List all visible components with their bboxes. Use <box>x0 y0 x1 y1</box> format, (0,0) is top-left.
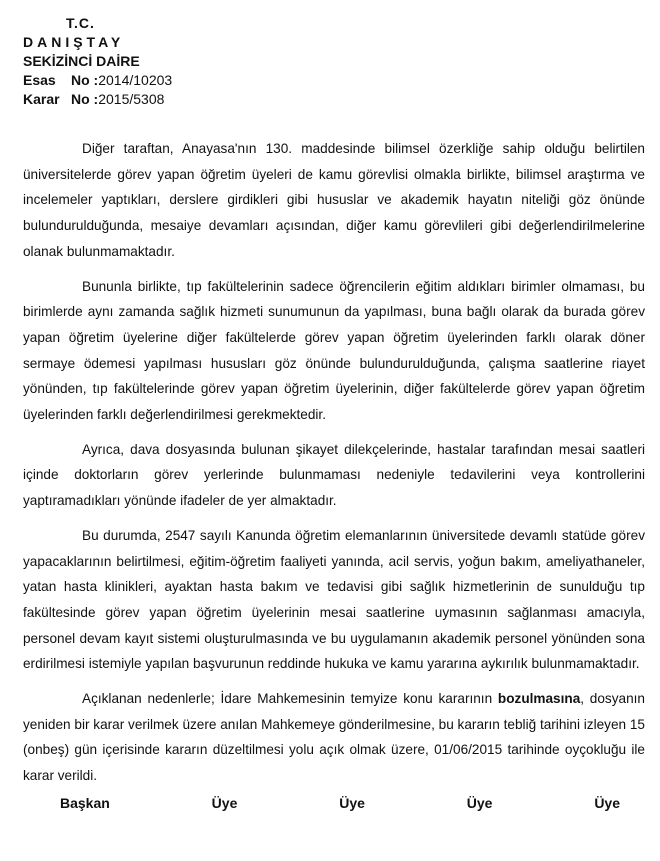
final-paragraph <box>23 686 645 789</box>
karar-row <box>23 90 172 109</box>
header-chamber: SEKİZİNCİ DAİRE <box>23 53 140 69</box>
header-tc: T.C. <box>66 15 95 31</box>
final-bold-text: bozulmasına <box>497 691 581 707</box>
paragraph: Bu durumda, 2547 sayılı Kanunda öğretim elemanlarının üniversitede devamlı statüde görev yapacaklarının belirtilmesi, eğitim-öğretim faaliyeti yanında, acil servis, yoğun bakım, ameliyathaneler, yatan hasta klinikleri, ayaktan hasta bakım ve tedavisi gibi sağlık hizmetlerinin de sunulduğu tıp fakültesinde görev yapan öğretim üyelerinin mesai saatlerine uymasının sağlanması amacıyla, personel devam kayıt sistemi oluşturulmasında ve bu uygulamanın akademik personel yönünden sona erdirilmesi istemiyle yapılan başvurunun reddinde hukuka ve kamu yararına aykırılık bulunmamaktadır. <box>23 527 645 672</box>
paragraph: Ayrıca, dava dosyasında bulunan şikayet dilekçelerinde, hastalar tarafından mesai saatleri içinde doktorların görev yerlerinde bulunmaması nedeniyle tedavilerini veya kontrollerini yaptıramadıkları yönünde ifadeler de yer almaktadır. <box>23 441 645 509</box>
paragraph: Bununla birlikte, tıp fakültelerinin sadece öğrencilerin eğitim aldıkları birimler olmaması, bu birimlerde aynı zamanda sağlık hizmeti sunumunun da yapılması, buna bağlı olarak da burada görev yapan öğretim üyelerine diğer fakültelerde görev yapan öğretim üyelerinden farklı olarak döner sermaye ödemesi yapılması hususları göz önünde bulundurulduğunda, çalışma saatlerine riayet yönünden, tıp fakültelerinde görev yapan öğretim üyelerinin, diğer fakültelerde görev yapan öğretim üyelerinden farklı değerlendirilmesi gerekmektedir. <box>23 278 645 423</box>
signature-president: Başkan <box>60 795 110 811</box>
header-court: DANIŞTAY <box>23 34 125 50</box>
signature-member: Üye <box>466 795 493 811</box>
signature-member: Üye <box>211 795 238 811</box>
karar-label: Karar <box>23 91 60 107</box>
document-header <box>23 14 172 109</box>
esas-label: Esas <box>23 72 56 88</box>
signature-row <box>60 795 620 811</box>
final-text-1: Açıklanan nedenlerle; İdare Mahkemesinin temyize konu kararının <box>82 691 498 707</box>
esas-value: 2014/10203 <box>98 72 173 88</box>
karar-no-label: No : <box>71 91 99 107</box>
esas-row <box>23 71 172 90</box>
esas-no-label: No : <box>71 72 99 88</box>
paragraph: Diğer taraftan, Anayasa'nın 130. maddesinde bilimsel özerkliğe sahip olduğu belirtilen üniversitelerde görev yapan öğretim üyeleri de kamu görevlisi olmakla birlikte, bilimsel araştırma ve incelemeler yaptıkları, derslere girdikleri gibi hususlar ve akademik hayatın niteliği göz önünde bulundurulduğunda, mesaiye devamları açısından, diğer kamu görevlileri gibi değerlendirilmelerine olanak bulunmamaktadır. <box>23 141 645 259</box>
signature-member: Üye <box>594 795 620 811</box>
final-text-2: , dosyanın yeniden bir karar verilmek üzere anılan Mahkemeye gönderilmesine, bu kararın tebliğ tarihini izleyen 15 (onbeş) gün içerisinde kararın düzeltilmesi yolu açık olmak üzere, 01/06/2015 tarihinde oyçokluğu ile karar verildi. <box>23 691 645 784</box>
document-body <box>23 136 645 798</box>
signature-member: Üye <box>339 795 365 811</box>
karar-value: 2015/5308 <box>98 91 165 107</box>
